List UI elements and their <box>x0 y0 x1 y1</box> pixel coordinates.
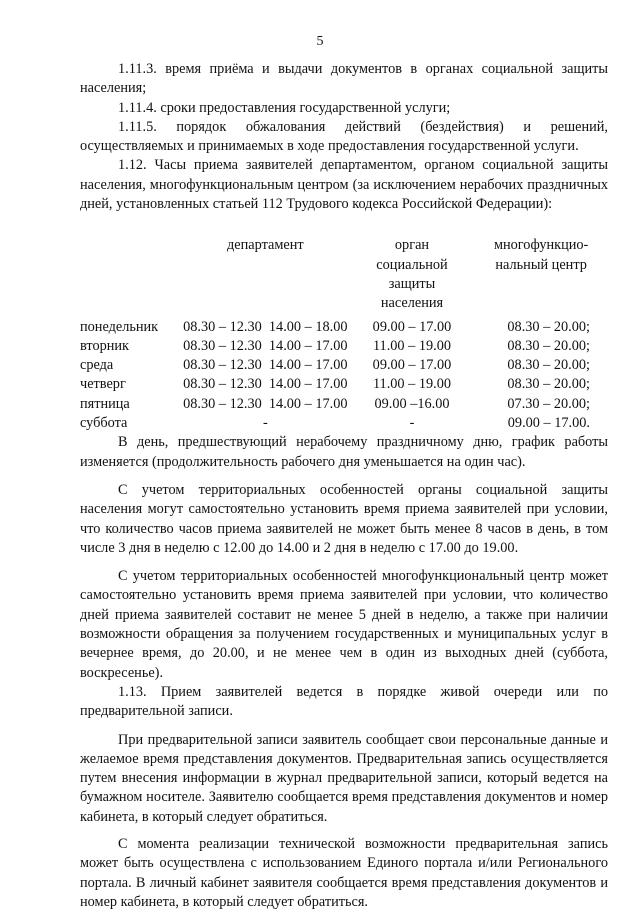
row-day: пятница <box>80 395 130 412</box>
row-department-hours: - <box>262 415 268 432</box>
row-department-hours: 08.30 – 12.30 14.00 – 17.00 <box>183 376 348 393</box>
header-mfc: многофункцио-нальный центр <box>493 237 589 273</box>
row-day: понедельник <box>80 318 159 335</box>
row-day: среда <box>80 357 114 374</box>
mfc-hours-note: С учетом территориальных особенностей многофункциональный центр может самостоятельно установить время приема заявителей при условии, что количество дней приема заявителей составит не менее 5 дней в неделю, а также при наличии возможности обращения за получением государственных и муниципальных услуг в вечернее время, до 20.00, и не менее чем в один из выходных дней (суббота, воскресенье). <box>80 568 608 681</box>
row-mfc-hours: 08.30 – 20.00; <box>507 376 590 393</box>
row-day: суббота <box>80 415 128 432</box>
schedule-row <box>80 414 608 433</box>
row-department-hours: 08.30 – 12.30 14.00 – 17.00 <box>183 395 348 412</box>
schedule-row <box>80 337 608 356</box>
clause-1-11-4: 1.11.4. сроки предоставления государственной услуги; <box>118 99 451 116</box>
row-day: вторник <box>80 337 129 354</box>
row-department-hours: 08.30 – 12.30 14.00 – 17.00 <box>183 337 348 354</box>
header-day <box>80 236 181 317</box>
pre-registration-paragraph: При предварительной записи заявитель сообщает свои персональные данные и желаемое время представления документов. Предварительная запись осуществляется путем внесения информации в журнал предварительной записи, который ведется на бумажном носителе. Заявителю сообщается время представления документов и номер кабинета, в который следует обратиться. <box>80 731 608 825</box>
clause-1-11-5: 1.11.5. порядок обжалования действий (бездействия) и решений, осуществляемых и принимаемых в ходе предоставления государственной услуги. <box>80 118 608 155</box>
row-social-org-hours: - <box>409 415 415 432</box>
row-mfc-hours: 08.30 – 20.00; <box>507 337 590 354</box>
schedule-table <box>80 236 608 433</box>
schedule-row <box>80 375 608 394</box>
page-number: 5 <box>316 34 324 49</box>
document-body <box>80 60 608 912</box>
schedule-row <box>80 395 608 414</box>
row-mfc-hours: 07.30 – 20.00; <box>507 395 590 412</box>
row-social-org-hours: 09.00 – 17.00 <box>372 318 452 335</box>
header-department: департамент <box>227 237 304 254</box>
schedule-row <box>80 356 608 375</box>
row-mfc-hours: 09.00 – 17.00. <box>507 415 590 432</box>
clause-1-11-3: 1.11.3. время приёма и выдачи документов в органах социальной защиты населения; <box>80 61 608 97</box>
clause-1-13: 1.13. Прием заявителей ведется в порядке живой очереди или по предварительной записи. <box>80 683 608 720</box>
row-social-org-hours: 11.00 – 19.00 <box>372 337 452 354</box>
row-mfc-hours: 08.30 – 20.00; <box>507 357 590 374</box>
schedule-header-row <box>80 236 608 317</box>
row-day: четверг <box>80 376 126 393</box>
holiday-note: В день, предшествующий нерабочему праздничному дню, график работы изменяется (продолжительность рабочего дня уменьшается на один час). <box>80 434 608 470</box>
row-department-hours: 08.30 – 12.30 14.00 – 18.00 <box>183 318 348 335</box>
social-org-hours-note: С учетом территориальных особенностей органы социальной защиты населения могут самостоятельно установить время приема заявителей при условии, что количество часов приема заявителей не может быть менее 8 часов в день, в том числе 3 дня в неделю с 12.00 до 14.00 и 2 дня в неделю с 17.00 до 19.00. <box>80 481 608 556</box>
schedule-row <box>80 318 608 337</box>
row-social-org-hours: 09.00 – 17.00 <box>372 357 452 374</box>
row-social-org-hours: 09.00 –16.00 <box>374 395 450 412</box>
row-social-org-hours: 11.00 – 19.00 <box>372 376 452 393</box>
row-mfc-hours: 08.30 – 20.00; <box>507 318 590 335</box>
clause-1-12: 1.12. Часы приема заявителей департаментом, органом социальной защиты населения, многофункциональным центром (за исключением нерабочих праздничных дней, установленных статьей 112 Трудового кодекса Российской Федерации): <box>80 157 608 213</box>
row-department-hours: 08.30 – 12.30 14.00 – 17.00 <box>183 357 348 374</box>
online-registration-paragraph: С момента реализации технической возможности предварительная запись может быть осуществлена с использованием Единого портала и/или Регионального портала. В личный кабинет заявителя сообщается время представления документов и номер кабинета, в который следует обратиться. <box>80 835 608 910</box>
header-social-org: орган социальной защиты населения <box>376 237 448 312</box>
